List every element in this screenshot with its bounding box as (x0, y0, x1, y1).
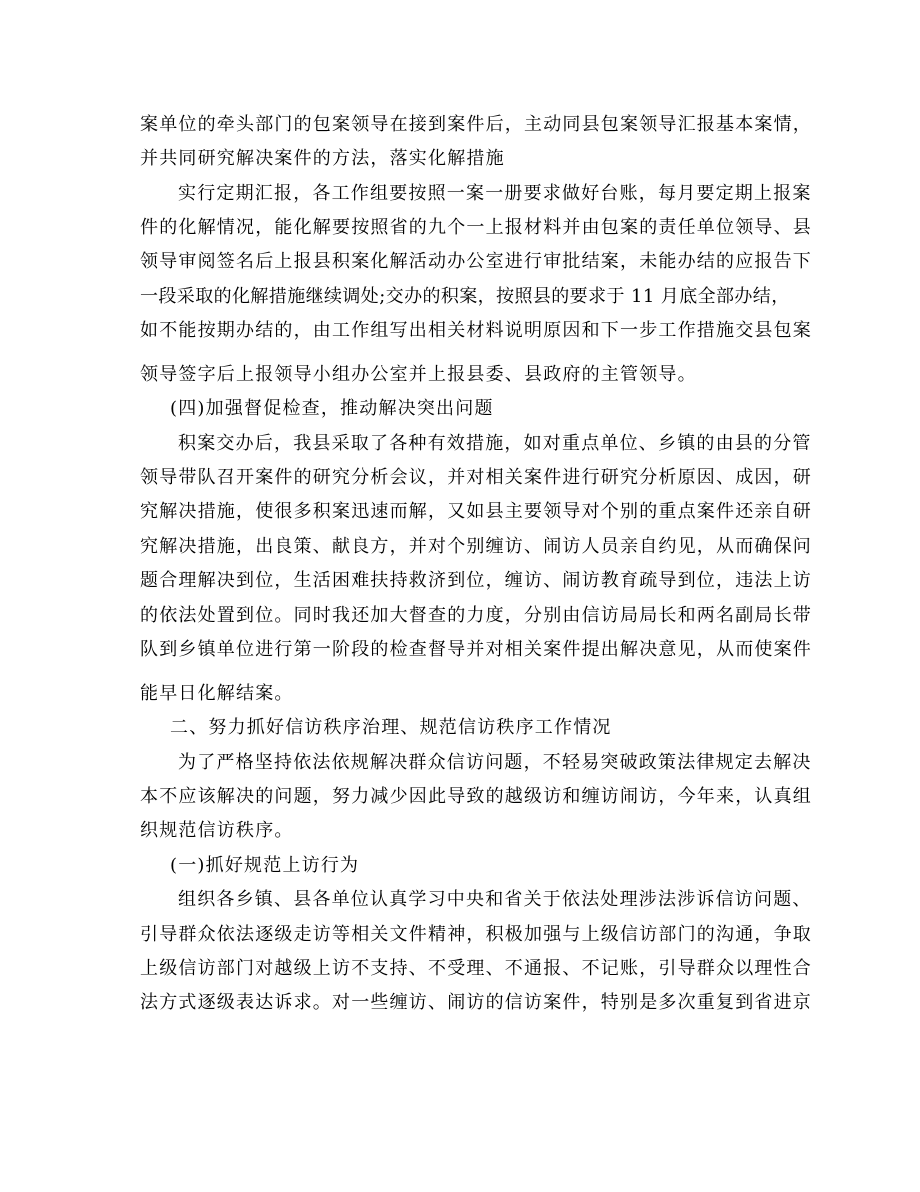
text-line: 上级信访部门对越级上访不支持、不受理、不通报、不记账，引导群众以理性合 (140, 958, 812, 979)
text-line: 一段采取的化解措施继续调处;交办的积案，按照县的要求于 11 月底全部办结， (140, 286, 790, 307)
section-heading: (一)抓好规范上访行为 (170, 855, 360, 876)
text-line: 组织各乡镇、县各单位认真学习中央和省关于依法处理涉法涉诉信访问题、 (178, 889, 812, 910)
text-line: 本不应该解决的问题，努力减少因此导致的越级访和缠访闹访，今年来，认真组 (140, 786, 812, 807)
text-line: 法方式逐级表达诉求。对一些缠访、闹访的信访案件，特别是多次重复到省进京 (140, 992, 812, 1013)
text-line: 究解决措施，使很多积案迅速而解，又如县主要领导对个别的重点案件还亲自研 (140, 501, 812, 522)
text-line: 件的化解情况，能化解要按照省的九个一上报材料并由包案的责任单位领导、县 (140, 217, 812, 238)
text-line: 队到乡镇单位进行第一阶段的检查督导并对相关案件提出解决意见，从而使案件 (140, 639, 812, 660)
section-heading: 二、努力抓好信访秩序治理、规范信访秩序工作情况 (170, 717, 612, 738)
text-line: 领导签字后上报领导小组办公室并上报县委、县政府的主管领导。 (140, 364, 697, 385)
text-line: 能早日化解结案。 (140, 683, 294, 704)
text-line: 实行定期汇报，各工作组要按照一案一册要求做好台账，每月要定期上报案 (178, 183, 812, 204)
text-line: 为了严格坚持依法依规解决群众信访问题，不轻易突破政策法律规定去解决 (178, 752, 812, 773)
text-line: 如不能按期办结的，由工作组写出相关材料说明原因和下一步工作措施交县包案 (140, 320, 812, 341)
text-line: 案单位的牵头部门的包案领导在接到案件后，主动同县包案领导汇报基本案情， (140, 114, 812, 135)
text-line: 领导带队召开案件的研究分析会议，并对相关案件进行研究分析原因、成因，研 (140, 467, 812, 488)
text-line: 织规范信访秩序。 (140, 820, 294, 841)
text-line: 的依法处置到位。同时我还加大督查的力度，分别由信访局局长和两名副局长带 (140, 605, 812, 626)
text-line: 引导群众依法逐级走访等相关文件精神，积极加强与上级信访部门的沟通，争取 (140, 924, 812, 945)
text-line: 领导审阅签名后上报县积案化解活动办公室进行审批结案，未能办结的应报告下 (140, 251, 812, 272)
text-line: 积案交办后，我县采取了各种有效措施，如对重点单位、乡镇的由县的分管 (178, 433, 812, 454)
text-line: 并共同研究解决案件的方法，落实化解措施 (140, 148, 505, 169)
section-heading: (四)加强督促检查，推动解决突出问题 (170, 398, 494, 419)
text-line: 题合理解决到位，生活困难扶持救济到位，缠访、闹访教育疏导到位，违法上访 (140, 570, 812, 591)
text-line: 究解决措施，出良策、献良方，并对个别缠访、闹访人员亲自约见，从而确保问 (140, 536, 812, 557)
